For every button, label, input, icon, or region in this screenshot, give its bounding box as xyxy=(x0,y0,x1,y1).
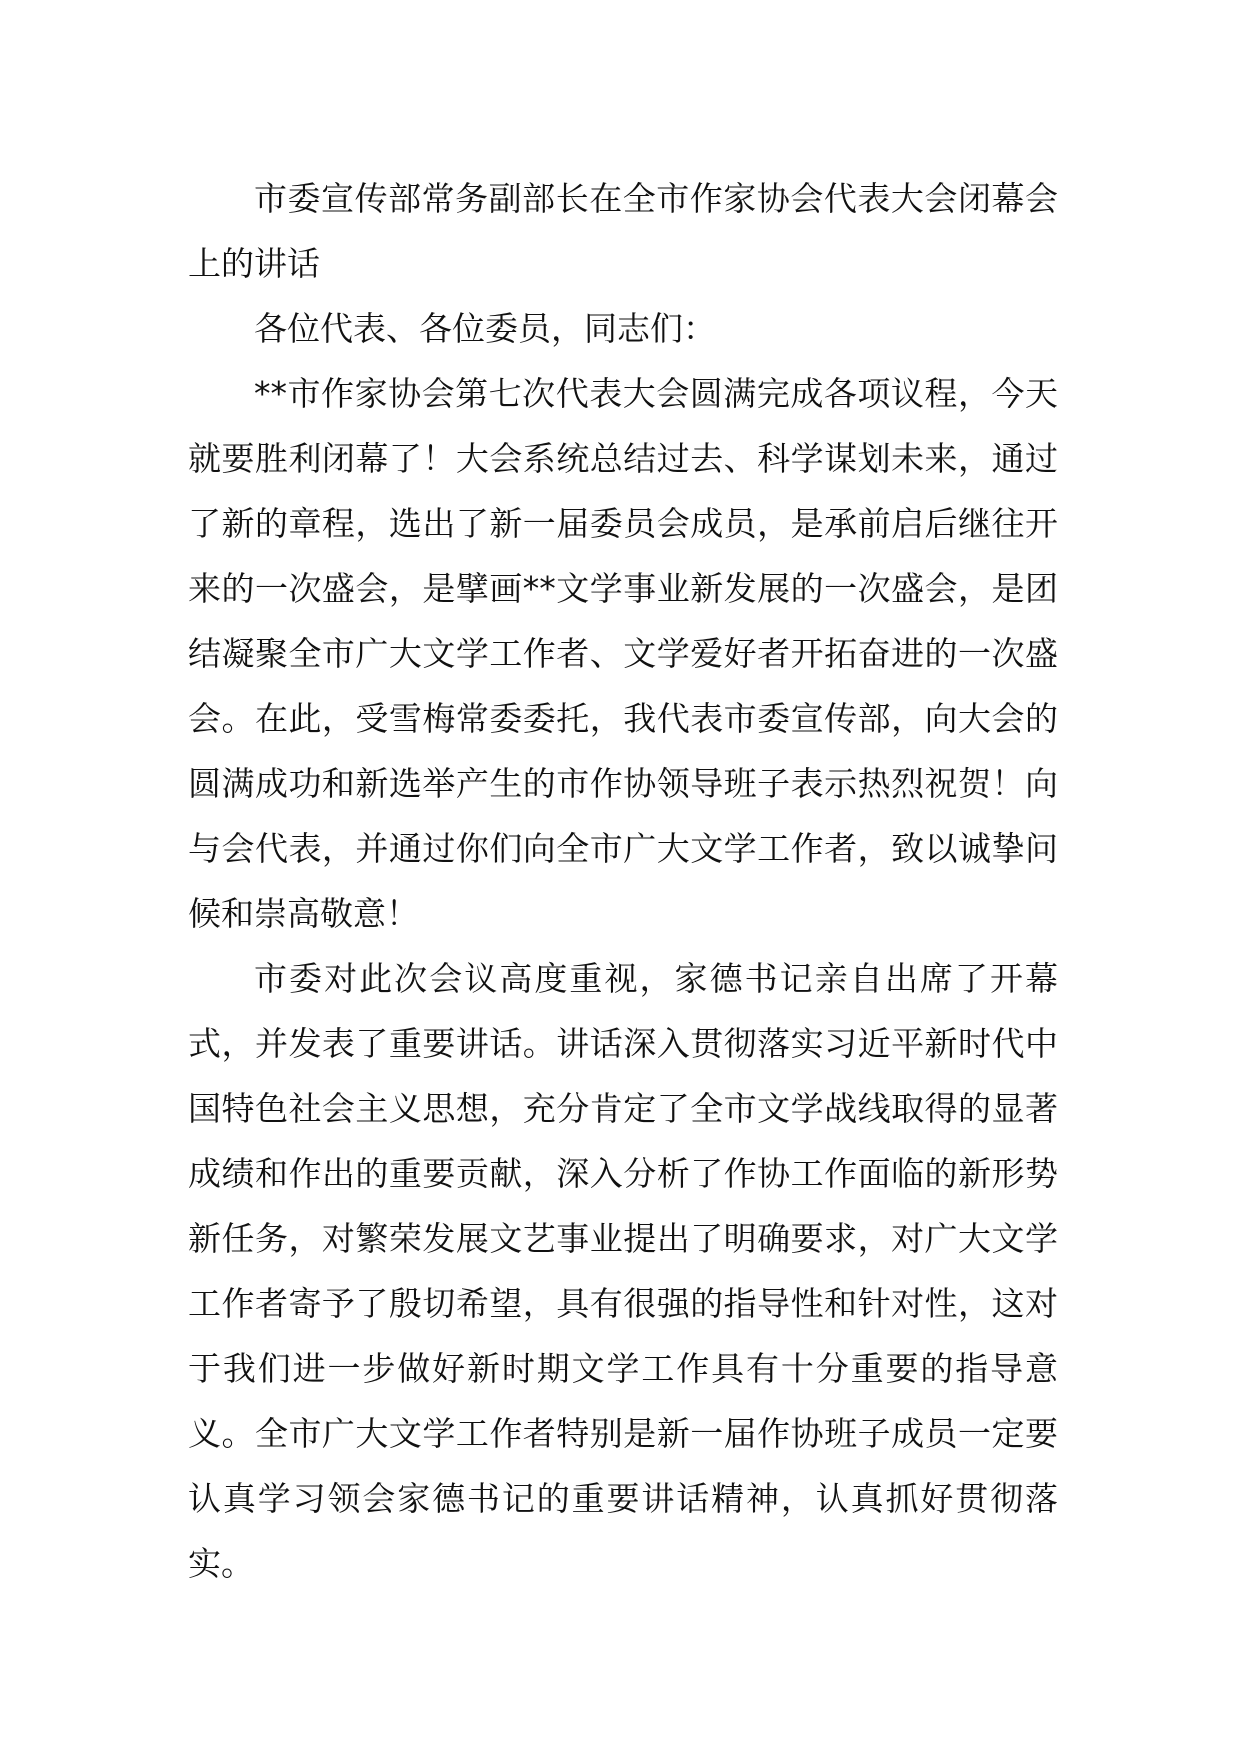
document-body xyxy=(188,166,1058,1596)
salutation: 各位代表、各位委员，同志们： xyxy=(254,309,716,348)
document-title: 市委宣传部常务副部长在全市作家协会代表大会闭幕会上的讲话 xyxy=(188,179,1058,283)
paragraph-municipal-committee: 市委对此次会议高度重视，家德书记亲自出席了开幕式，并发表了重要讲话。讲话深入贯彻落实习近平新时代中国特色社会主义思想，充分肯定了全市文学战线取得的显著成绩和作出的重要贡献，深入分析了作协工作面临的新形势新任务，对繁荣发展文艺事业提出了明确要求，对广大文学工作者寄予了殷切希望，具有很强的指导性和针对性，这对于我们进一步做好新时期文学工作具有十分重要的指导意义。全市广大文学工作者特别是新一届作协班子成员一定要认真学习领会家德书记的重要讲话精神，认真抓好贯彻落实。 xyxy=(188,959,1058,1583)
paragraph-opening: **市作家协会第七次代表大会圆满完成各项议程，今天就要胜利闭幕了！大会系统总结过去、科学谋划未来，通过了新的章程，选出了新一届委员会成员，是承前启后继往开来的一次盛会，是擘画**文学事业新发展的一次盛会，是团结凝聚全市广大文学工作者、文学爱好者开拓奋进的一次盛会。在此，受雪梅常委委托，我代表市委宣传部，向大会的圆满成功和新选举产生的市作协领导班子表示热烈祝贺！向与会代表，并通过你们向全市广大文学工作者，致以诚挚问候和崇高敬意！ xyxy=(188,374,1058,933)
